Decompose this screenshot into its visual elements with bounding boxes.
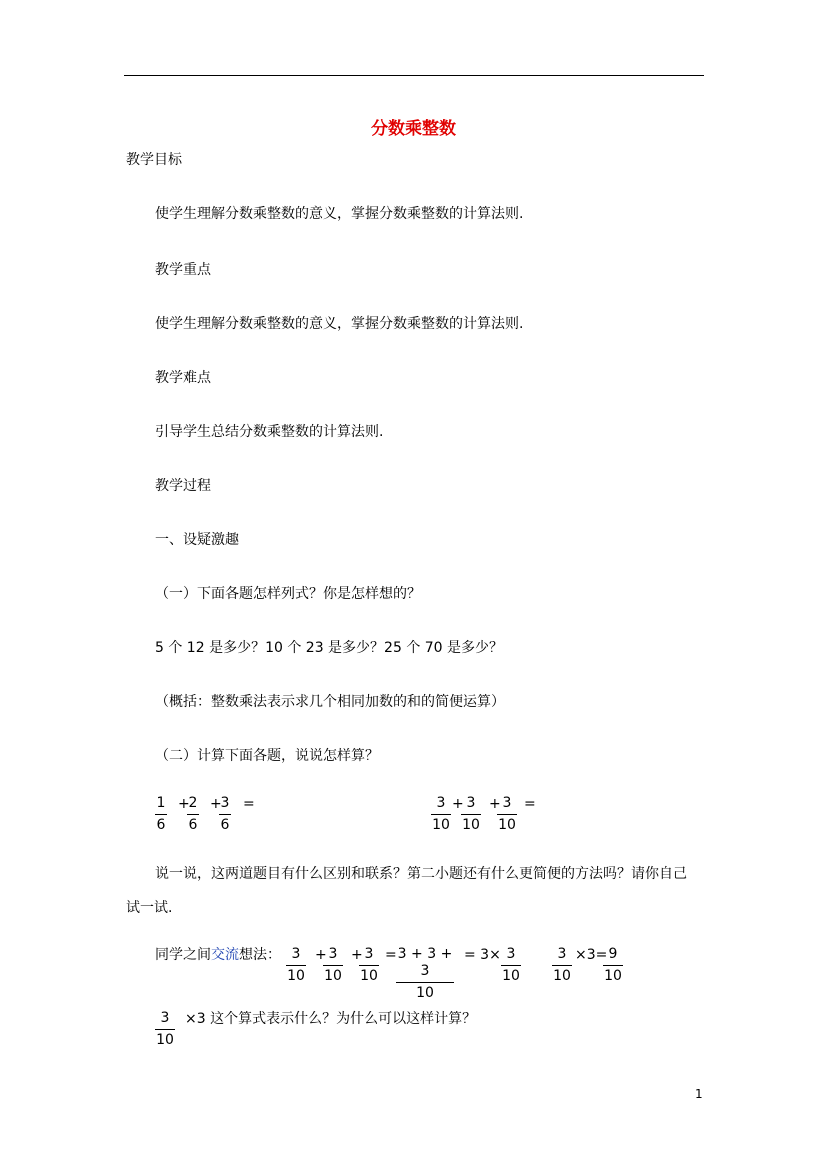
- exchange-label: 同学之间交流想法：: [155, 947, 281, 963]
- header-rule: [124, 75, 704, 76]
- equals-sign: =: [524, 796, 536, 812]
- fraction: 3 10: [324, 946, 342, 984]
- fraction: 1 6: [156, 795, 166, 833]
- fraction: 3 10: [432, 795, 450, 833]
- heading-goal: 教学目标: [126, 152, 182, 168]
- page-number: 1: [695, 1087, 703, 1101]
- part-one: （一）下面各题怎样列式？你是怎样想的？: [155, 586, 421, 602]
- plus-sign: +: [351, 947, 363, 963]
- fraction: 3 10: [156, 1010, 174, 1048]
- equals-sign: =: [385, 947, 397, 963]
- goal-text: 使学生理解分数乘整数的意义，掌握分数乘整数的计算法则.: [155, 206, 524, 222]
- part-two: （二）计算下面各题，说说怎样算？: [155, 748, 379, 764]
- section-one: 一、设疑激趣: [155, 532, 239, 548]
- difficult-text: 引导学生总结分数乘整数的计算法则.: [155, 424, 384, 440]
- discuss-line-2: 试一试.: [126, 900, 173, 916]
- times-expression: ×3=: [575, 947, 608, 963]
- plus-sign: +: [210, 796, 222, 812]
- fraction: 3 6: [220, 795, 230, 833]
- fraction: 3 10: [553, 946, 571, 984]
- times-expression: = 3×: [464, 947, 501, 963]
- plus-sign: +: [452, 796, 464, 812]
- fraction: 9 10: [604, 946, 622, 984]
- discuss-line-1: 说一说，这两道题目有什么区别和联系？第二小题还有什么更简便的方法吗？请你自己: [155, 866, 687, 882]
- questions: 5 个 12 是多少？10 个 23 是多少？25 个 70 是多少？: [155, 640, 504, 656]
- heading-difficult: 教学难点: [155, 370, 211, 386]
- fraction: 3 10: [498, 795, 516, 833]
- plus-sign: +: [315, 947, 327, 963]
- summary: （概括：整数乘法表示求几个相同加数的和的简便运算）: [155, 694, 505, 710]
- heading-process: 教学过程: [155, 478, 211, 494]
- equals-sign: =: [243, 796, 255, 812]
- fraction: 3 10: [287, 946, 305, 984]
- heading-key: 教学重点: [155, 262, 211, 278]
- exchange-highlight: 交流: [211, 947, 239, 963]
- question-text: ×3 这个算式表示什么？为什么可以这样计算？: [185, 1011, 477, 1027]
- fraction: 3 10: [502, 946, 520, 984]
- key-text: 使学生理解分数乘整数的意义，掌握分数乘整数的计算法则.: [155, 316, 524, 332]
- fraction-sum: 3 + 3 + 3 10: [397, 946, 453, 1001]
- fraction: 3 10: [462, 795, 480, 833]
- fraction: 3 10: [360, 946, 378, 984]
- plus-sign: +: [178, 796, 190, 812]
- page-title: 分数乘整数: [371, 119, 456, 139]
- fraction: 2 6: [188, 795, 198, 833]
- plus-sign: +: [489, 796, 501, 812]
